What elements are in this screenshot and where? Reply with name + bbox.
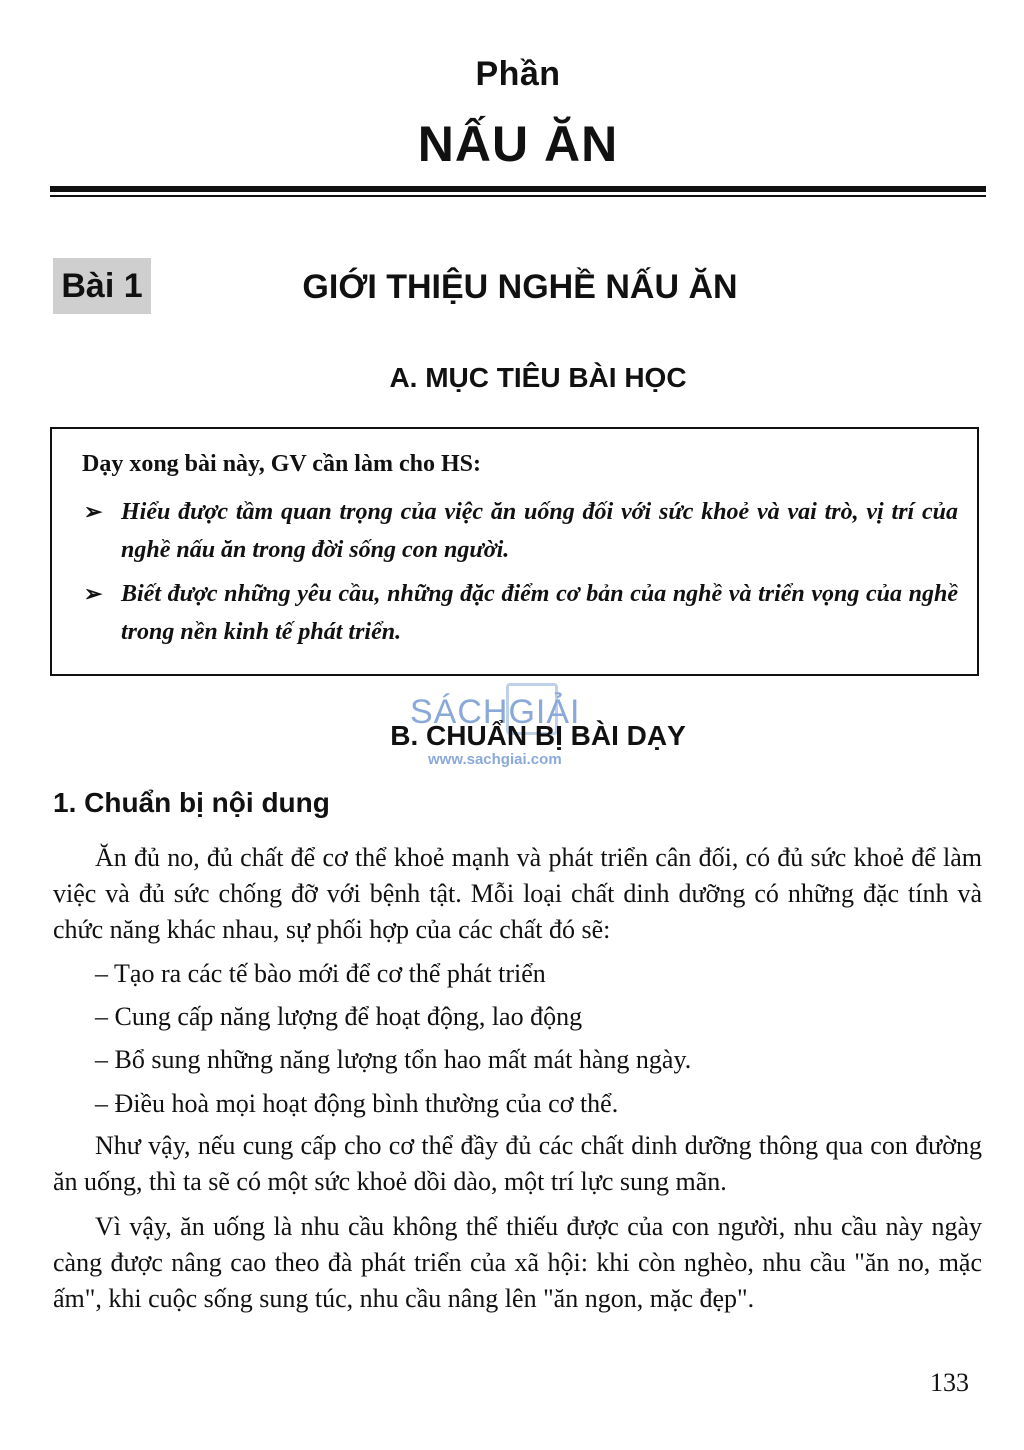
list-item: – Cung cấp năng lượng để hoạt động, lao động (95, 1002, 583, 1031)
section-b-heading: B. CHUẨN BỊ BÀI DẠY (390, 720, 686, 751)
page-number: 133 (930, 1368, 969, 1397)
part-label: Phần (475, 55, 561, 93)
list-item: – Điều hoà mọi hoạt động bình thường của cơ thể. (95, 1089, 619, 1118)
title-divider-thick (50, 186, 986, 192)
goal-text: Biết được những yêu cầu, những đặc điểm cơ bản của nghề và triển vọng của nghề trong nền kinh tế phát triển. (121, 581, 958, 645)
goals-intro: Dạy xong bài này, GV cần làm cho HS: (82, 451, 481, 477)
body-paragraph: Vì vậy, ăn uống là nhu cầu không thể thiếu được của con người, nhu cầu này ngày càng được nâng cao theo đà phát triển của xã hội: khi còn nghèo, nhu cầu "ăn no, mặc ấm", khi cuộc sống sung túc, nhu cầu nâng lên "ăn ngon, mặc đẹp". (53, 1212, 982, 1313)
arrowhead-bullet-icon: ➢ (84, 581, 103, 606)
watermark-brand: SÁCHGIẢI (410, 693, 581, 731)
arrowhead-bullet-icon: ➢ (84, 499, 103, 524)
lesson-badge: Bài 1 (53, 258, 151, 314)
body-paragraph: Ăn đủ no, đủ chất để cơ thể khoẻ mạnh và phát triển cân đối, có đủ sức khoẻ để làm việc và đủ sức chống đỡ với bệnh tật. Mỗi loại chất dinh dưỡng có những đặc tính và chức năng khác nhau, sự phối hợp của các chất đó sẽ: (53, 843, 982, 944)
section-a-heading: A. MỤC TIÊU BÀI HỌC (389, 362, 687, 393)
title-divider-thin (50, 195, 986, 197)
goal-text: Hiểu được tầm quan trọng của việc ăn uống đối với sức khoẻ và vai trò, vị trí của nghề nấu ăn trong đời sống con người. (121, 499, 958, 563)
lesson-title: GIỚI THIỆU NGHỀ NẤU ĂN (302, 268, 738, 306)
goal-item (84, 575, 958, 651)
watermark-url: www.sachgiai.com (428, 751, 562, 768)
list-item: – Tạo ra các tế bào mới để cơ thể phát triển (95, 959, 546, 988)
goal-item (84, 493, 958, 569)
body-paragraph: Như vậy, nếu cung cấp cho cơ thể đầy đủ các chất dinh dưỡng thông qua con đường ăn uống, thì ta sẽ có một sức khoẻ dồi dào, một trí lực sung mãn. (53, 1131, 982, 1196)
part-title: NẤU ĂN (417, 116, 619, 172)
learning-goals-box (50, 427, 979, 676)
list-item: – Bổ sung những năng lượng tổn hao mất mát hàng ngày. (95, 1045, 692, 1074)
subsection-heading: 1. Chuẩn bị nội dung (53, 787, 330, 818)
